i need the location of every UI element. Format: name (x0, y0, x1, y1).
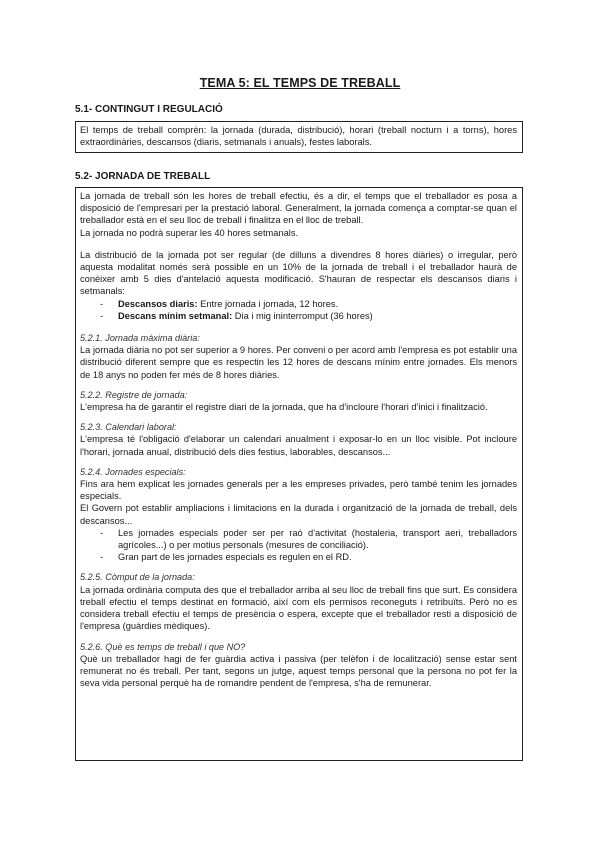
jornada-paragraph-3: La distribució de la jornada pot ser regular (de dilluns a divendres 8 hores diàries) o irregular, però aquesta modalitat només serà possible en un 10% de la jornada de treball i el treballador haurà de conèixer amb 5 dies d'antelació aquesta modificació. S'hauran de respectar els descansos diaris i setmanals: (80, 249, 517, 297)
page-title: TEMA 5: EL TEMPS DE TREBALL (199, 76, 401, 90)
section-heading-contingut: 5.1- CONTINGUT I REGULACIÓ (75, 104, 223, 115)
descansos-list (80, 298, 517, 322)
list-item (80, 298, 517, 310)
bullet-text: Dia i mig ininterromput (36 hores) (232, 310, 373, 321)
list-item: - Gran part de les jornades especials es regulen en el RD. (80, 551, 517, 563)
subsection-text-comput: La jornada ordinària computa des que el treballador arriba al seu lloc de treball fins que surt. Es considera treball efectiu el temps destinat en formació, així com els permisos reconeguts i retribuïts. Però no es considera treball efectiu el temps de presència o espera, excepte que el treballador resti a disposició de l'empresa (guàrdies mèdiques). (80, 584, 517, 632)
subsection-text-jornades-especials-1: Fins ara hem explicat les jornades generals per a les empreses privades, però també tenim les jornades especials. (80, 479, 517, 502)
bullet-label: Descans mínim setmanal: (118, 310, 233, 321)
bullet-label: Descansos diaris: (118, 298, 198, 309)
subsection-title-jornada-maxima: 5.2.1. Jornada màxima diària: (80, 333, 200, 344)
jornada-paragraph-1: La jornada de treball són les hores de treball efectiu, és a dir, el temps que el treballador es posa a disposició de l'empresari per la prestació laboral. Generalment, la jornada comença a comptar-se quan el treballador està en el seu lloc de treball i finalitza en el lloc de treball. (80, 191, 517, 226)
jornades-especials-list (80, 527, 517, 564)
bullet-text: Entre jornada i jornada, 12 hores. (197, 298, 339, 309)
contingut-text: El temps de treball comprèn: la jornada (durada, distribució), horari (treball nocturn i a torns), hores extraordinàries, descansos (diaris, setmanals i anuals), festes laborals. (80, 125, 517, 148)
subsection-text-jornada-maxima: La jornada diària no pot ser superior a 9 hores. Per conveni o per acord amb l'empresa es pot establir una distribució diferent sempre que es respectin les 12 hores de descans mínim entre jornades. Els menors de 18 anys no poden fer més de 8 hores diàries. (80, 345, 517, 380)
jornada-paragraph-2: La jornada no podrà superar les 40 hores setmanals. (80, 227, 299, 238)
subsection-text-jornades-especials-2: El Govern pot establir ampliacions i limitacions en la durada i organització de la jornada de treball, dels descansos... (80, 503, 517, 526)
subsection-title-registre: 5.2.2. Registre de jornada: (80, 389, 188, 400)
section-box-contingut (75, 121, 523, 153)
subsection-text-calendari: L'empresa té l'obligació d'elaborar un calendari anualment i exposar-lo en un lloc visible. Pot incloure l'horari, jornada anual, distribució dels dies festius, laborables, descansos... (80, 434, 517, 457)
subsection-title-jornades-especials: 5.2.4. Jornades especials: (80, 466, 186, 477)
subsection-title-temps-treball: 5.2.6. Què es temps de treball i que NO? (80, 641, 246, 652)
list-item: - Les jornades especials poder ser per raó d'activitat (hostaleria, transport aeri, treballadors agrícoles...) o per motius personals (mesures de conciliació). (80, 527, 517, 551)
subsection-text-registre: L'empresa ha de garantir el registre diari de la jornada, que ha d'incloure l'horari d'inici i finalització. (80, 402, 488, 413)
list-item (80, 310, 517, 322)
subsection-title-comput: 5.2.5. Còmput de la jornada: (80, 572, 195, 583)
subsection-text-temps-treball: Què un treballador hagi de fer guàrdia activa i passiva (per telèfon i de localització) sense estar sent remunerat no és treball. Per tant, segons un jutge, aquest temps personal que la persona no pot fer la seva vida personal perquè ha de romandre pendent de l'empresa, s'ha de remunerar. (80, 653, 517, 689)
section-heading-jornada: 5.2- JORNADA DE TREBALL (75, 171, 211, 182)
section-box-jornada (75, 187, 523, 761)
subsection-title-calendari: 5.2.3. Calendari laboral: (80, 422, 177, 433)
